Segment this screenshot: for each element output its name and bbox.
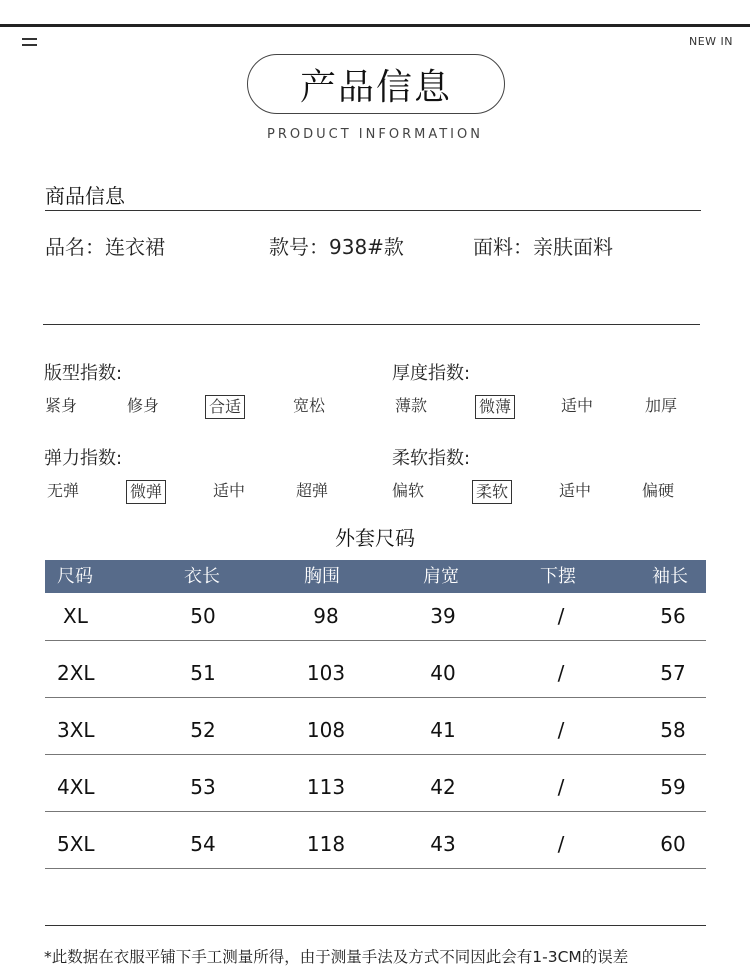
column-header: 尺码 [57, 566, 93, 587]
size-table-title: 外套尺码 [335, 526, 415, 550]
thickness-option: 加厚 [645, 396, 678, 415]
menu-icon[interactable] [22, 38, 37, 48]
product-name: 品名：连衣裙 [45, 235, 165, 259]
table-cell: / [557, 661, 565, 685]
thickness-option: 薄款 [395, 396, 428, 415]
table-cell: / [557, 718, 565, 742]
table-cell: 2XL [57, 661, 95, 685]
table-cell: 40 [430, 661, 456, 685]
softness-option-selected: 柔软 [472, 480, 512, 504]
table-row-divider [45, 868, 706, 869]
column-header: 下摆 [540, 566, 576, 587]
table-cell: 51 [190, 661, 216, 685]
product-style-no: 款号：938#款 [269, 235, 404, 259]
column-header: 衣长 [184, 566, 220, 587]
table-cell: 42 [430, 775, 456, 799]
table-cell: / [557, 775, 565, 799]
table-cell: 52 [190, 718, 216, 742]
table-cell: 57 [660, 661, 686, 685]
softness-option: 偏软 [392, 481, 425, 500]
product-fabric: 面料：亲肤面料 [473, 235, 613, 259]
table-cell: 58 [660, 718, 686, 742]
size-table-header [45, 560, 706, 593]
column-header: 胸围 [304, 566, 340, 587]
section-divider [45, 210, 701, 211]
new-in-label: NEW IN [688, 35, 733, 48]
table-row-divider [45, 697, 706, 698]
table-cell: 103 [306, 661, 346, 685]
top-rule [0, 24, 750, 27]
fit-option-selected: 合适 [205, 395, 245, 419]
thickness-option-selected: 微薄 [475, 395, 515, 419]
table-cell: 98 [313, 604, 339, 628]
fit-option: 修身 [127, 396, 160, 415]
table-cell: 59 [660, 775, 686, 799]
table-cell: 50 [190, 604, 216, 628]
elasticity-option: 无弹 [47, 481, 80, 500]
info-divider [43, 324, 700, 325]
thickness-index-title: 厚度指数: [392, 363, 471, 384]
table-row-divider [45, 640, 706, 641]
table-cell: 4XL [57, 775, 95, 799]
column-header: 肩宽 [423, 566, 459, 587]
table-cell: / [557, 832, 565, 856]
elasticity-option: 适中 [213, 481, 246, 500]
table-cell: 113 [306, 775, 346, 799]
table-cell: 56 [660, 604, 686, 628]
table-cell: 54 [190, 832, 216, 856]
softness-option: 偏硬 [642, 481, 675, 500]
fit-option: 宽松 [293, 396, 326, 415]
thickness-option: 适中 [561, 396, 594, 415]
table-cell: 43 [430, 832, 456, 856]
table-cell: 108 [306, 718, 346, 742]
table-cell: 60 [660, 832, 686, 856]
elasticity-index-title: 弹力指数: [44, 448, 123, 469]
measurement-note: *此数据在衣服平铺下手工测量所得，由于测量手法及方式不同因此会有1-3CM的误差 [44, 948, 629, 966]
elasticity-option: 超弹 [296, 481, 329, 500]
table-cell: 5XL [57, 832, 95, 856]
elasticity-option-selected: 微弹 [126, 480, 166, 504]
fit-option: 紧身 [45, 396, 78, 415]
table-cell: 39 [430, 604, 456, 628]
note-divider [45, 925, 706, 926]
page-title: 产品信息 [247, 54, 505, 114]
table-cell: XL [63, 604, 88, 628]
fit-index-title: 版型指数: [44, 363, 123, 384]
softness-index-title: 柔软指数: [392, 448, 471, 469]
table-cell: / [557, 604, 565, 628]
table-cell: 118 [306, 832, 346, 856]
table-cell: 41 [430, 718, 456, 742]
page-subtitle: PRODUCT INFORMATION [267, 127, 483, 142]
softness-option: 适中 [559, 481, 592, 500]
table-cell: 3XL [57, 718, 95, 742]
table-row-divider [45, 754, 706, 755]
table-row-divider [45, 811, 706, 812]
table-cell: 53 [190, 775, 216, 799]
column-header: 袖长 [652, 566, 688, 587]
product-section-title: 商品信息 [45, 184, 125, 208]
